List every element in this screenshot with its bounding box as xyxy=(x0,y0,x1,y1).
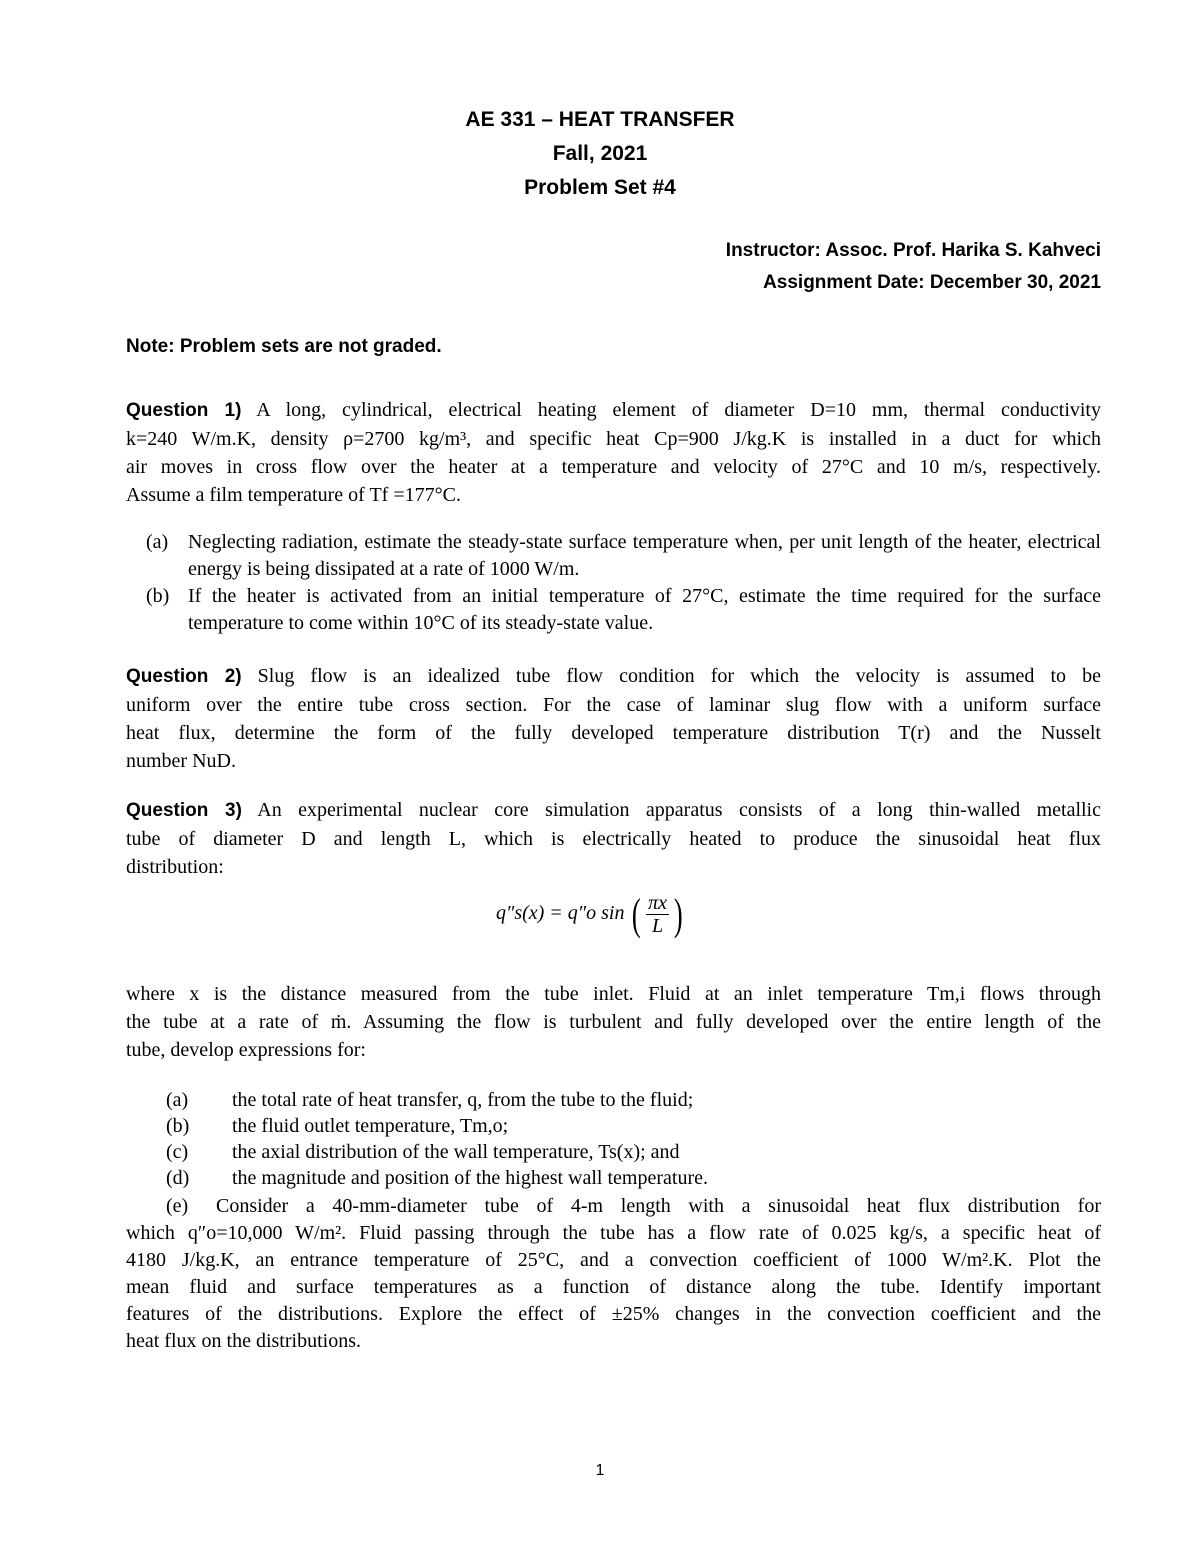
part-d-marker: (d) xyxy=(166,1167,190,1189)
note-line: Note: Problem sets are not graded. xyxy=(126,336,442,357)
question-1-line-3: air moves in cross flow over the heater at a temperature and velocity of 27°C and 10 m/s, respectively. xyxy=(126,456,1101,478)
problem-set-title: Problem Set #4 xyxy=(524,176,676,199)
question-1 xyxy=(126,396,1101,509)
course-title: AE 331 – HEAT TRANSFER xyxy=(465,108,735,131)
question-2-line-3: heat flux, determine the form of the fully developed temperature distribution T(r) and the Nusselt xyxy=(126,722,1101,744)
part-c-text: the axial distribution of the wall temperature, Ts(x); and xyxy=(232,1141,680,1163)
question-3-line-1: An experimental nuclear core simulation apparatus consists of a long thin-walled metallic xyxy=(241,799,1101,821)
question-3-part-d xyxy=(166,1165,708,1191)
question-3-continuation xyxy=(126,980,1101,1064)
right-paren: ) xyxy=(673,889,683,939)
question-3-line-2: tube of diameter D and length L, which is electrically heated to produce the sinusoidal heat flux xyxy=(126,828,1101,850)
assignment-date-line: Assignment Date: December 30, 2021 xyxy=(763,272,1101,293)
part-e-line-6: heat flux on the distributions. xyxy=(126,1330,361,1352)
question-1-line-4: Assume a film temperature of Tf =177°C. xyxy=(126,484,461,506)
part-b-marker: (b) xyxy=(166,1115,190,1137)
part-a-marker: (a) xyxy=(166,1089,189,1111)
part-c-marker: (c) xyxy=(166,1141,189,1163)
question-3-part-a xyxy=(166,1087,693,1113)
page-number: 1 xyxy=(595,1462,605,1479)
part-e-marker: (e) xyxy=(166,1195,189,1217)
question-3-part-c xyxy=(166,1139,680,1165)
question-1-part-a xyxy=(146,529,1101,583)
part-e-line-2: which q″o=10,000 W/m². Fluid passing through the tube has a flow rate of 0.025 kg/s, a specific heat of xyxy=(126,1222,1101,1244)
question-3-part-b xyxy=(166,1113,508,1139)
question-2-line-1: Slug flow is an idealized tube flow condition for which the velocity is assumed to be xyxy=(241,665,1101,687)
question-3-label: Question 3) xyxy=(126,800,242,821)
part-a-text: the total rate of heat transfer, q, from the tube to the fluid; xyxy=(232,1089,694,1111)
question-2-line-4: number NuD. xyxy=(126,750,236,772)
part-a-text: Neglecting radiation, estimate the steady-state surface temperature when, per unit length of the heater, electrical energy is being dissipated at a rate of 1000 W/m. xyxy=(188,531,1101,580)
question-3-where-line-2: the tube at a rate of ṁ. Assuming the flow is turbulent and fully developed over the entire length of the xyxy=(126,1011,1101,1033)
equation-lhs: q″s(x) = q″o sin xyxy=(496,902,625,925)
question-3-part-e xyxy=(126,1193,1101,1355)
heat-flux-equation xyxy=(496,889,686,939)
part-b-text: the fluid outlet temperature, Tm,o; xyxy=(232,1115,509,1137)
part-b-text: If the heater is activated from an initial temperature of 27°C, estimate the time required for the surface temperature to come within 10°C of its steady-state value. xyxy=(188,585,1101,634)
question-3-where-line-3: tube, develop expressions for: xyxy=(126,1039,366,1061)
part-a-marker: (a) xyxy=(146,531,169,553)
equation-numerator: πx xyxy=(648,892,668,914)
question-1-label: Question 1) xyxy=(126,400,242,421)
part-e-line-4: mean fluid and surface temperatures as a function of distance along the tube. Identify important xyxy=(126,1276,1101,1298)
question-3-where-line-1: where x is the distance measured from the tube inlet. Fluid at an inlet temperature Tm,i flows through xyxy=(126,983,1101,1005)
equation-denominator: L xyxy=(652,915,664,937)
part-b-marker: (b) xyxy=(146,585,170,607)
title-block xyxy=(0,103,1200,205)
instructor-line: Instructor: Assoc. Prof. Harika S. Kahveci xyxy=(725,240,1101,261)
question-1-line-1: A long, cylindrical, electrical heating element of diameter D=10 mm, thermal conductivity xyxy=(241,399,1101,421)
part-e-line-5: features of the distributions. Explore the effect of ±25% changes in the convection coefficient and the xyxy=(126,1303,1101,1325)
question-1-line-2: k=240 W/m.K, density ρ=2700 kg/m³, and specific heat Cp=900 J/kg.K is installed in a duct for which xyxy=(126,428,1101,450)
question-2-label: Question 2) xyxy=(126,666,242,687)
part-e-line-1: Consider a 40-mm-diameter tube of 4-m length with a sinusoidal heat flux distribution for xyxy=(216,1195,1101,1217)
question-3 xyxy=(126,796,1101,881)
question-2-line-2: uniform over the entire tube cross section. For the case of laminar slug flow with a uniform surface xyxy=(126,694,1101,716)
left-paren: ( xyxy=(632,889,642,939)
part-e-line-3: 4180 J/kg.K, an entrance temperature of 25°C, and a convection coefficient of 1000 W/m².K. Plot the xyxy=(126,1249,1101,1271)
term-title: Fall, 2021 xyxy=(552,142,648,165)
question-2 xyxy=(126,662,1101,775)
equation-fraction xyxy=(646,892,669,937)
question-3-line-3: distribution: xyxy=(126,856,224,878)
question-1-part-b xyxy=(146,583,1101,637)
part-d-text: the magnitude and position of the highest wall temperature. xyxy=(232,1167,708,1189)
